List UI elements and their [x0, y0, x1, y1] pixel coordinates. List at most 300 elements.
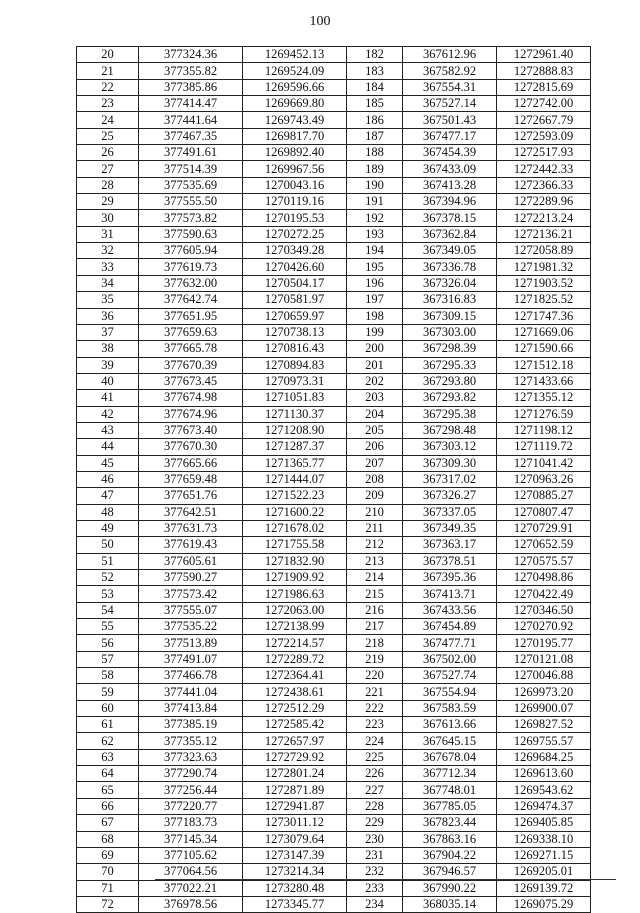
table-row [77, 439, 591, 455]
table-row [77, 292, 591, 308]
point-number-right-cell: 215 [347, 586, 403, 602]
point-number-right-cell: 221 [347, 684, 403, 700]
point-number-right-cell: 232 [347, 864, 403, 880]
point-number-right-cell: 183 [347, 63, 403, 79]
table-row [77, 455, 591, 471]
x-coordinate-right-cell: 367645.15 [403, 733, 497, 749]
x-coordinate-left-cell: 377022.21 [139, 880, 243, 896]
x-coordinate-left-cell: 377651.95 [139, 308, 243, 324]
y-coordinate-right-cell: 1270195.77 [497, 635, 591, 651]
y-coordinate-left-cell: 1271986.63 [243, 586, 347, 602]
y-coordinate-left-cell: 1271522.23 [243, 488, 347, 504]
x-coordinate-right-cell: 367298.48 [403, 422, 497, 438]
point-number-right-cell: 187 [347, 128, 403, 144]
x-coordinate-right-cell: 367298.39 [403, 341, 497, 357]
table-row [77, 815, 591, 831]
y-coordinate-left-cell: 1272512.29 [243, 700, 347, 716]
point-number-left-cell: 48 [77, 504, 139, 520]
table-row [77, 749, 591, 765]
y-coordinate-right-cell: 1271825.52 [497, 292, 591, 308]
coordinates-table-body [77, 47, 591, 913]
y-coordinate-left-cell: 1272585.42 [243, 717, 347, 733]
point-number-right-cell: 222 [347, 700, 403, 716]
y-coordinate-left-cell: 1273147.39 [243, 847, 347, 863]
y-coordinate-right-cell: 1271119.72 [497, 439, 591, 455]
page-number: 100 [309, 14, 331, 29]
point-number-right-cell: 205 [347, 422, 403, 438]
table-row [77, 422, 591, 438]
table-row [77, 275, 591, 291]
y-coordinate-left-cell: 1269967.56 [243, 161, 347, 177]
point-number-left-cell: 21 [77, 63, 139, 79]
table-row [77, 128, 591, 144]
x-coordinate-left-cell: 377555.50 [139, 194, 243, 210]
y-coordinate-right-cell: 1270575.57 [497, 553, 591, 569]
x-coordinate-right-cell: 367295.38 [403, 406, 497, 422]
x-coordinate-right-cell: 367946.57 [403, 864, 497, 880]
x-coordinate-left-cell: 377651.76 [139, 488, 243, 504]
y-coordinate-right-cell: 1269973.20 [497, 684, 591, 700]
point-number-right-cell: 199 [347, 324, 403, 340]
x-coordinate-right-cell: 367395.36 [403, 570, 497, 586]
point-number-right-cell: 191 [347, 194, 403, 210]
x-coordinate-right-cell: 367295.33 [403, 357, 497, 373]
y-coordinate-left-cell: 1270043.16 [243, 177, 347, 193]
x-coordinate-left-cell: 377105.62 [139, 847, 243, 863]
x-coordinate-left-cell: 377665.66 [139, 455, 243, 471]
x-coordinate-right-cell: 367349.35 [403, 520, 497, 536]
x-coordinate-left-cell: 377535.22 [139, 619, 243, 635]
point-number-left-cell: 34 [77, 275, 139, 291]
y-coordinate-right-cell: 1272058.89 [497, 243, 591, 259]
point-number-right-cell: 210 [347, 504, 403, 520]
x-coordinate-right-cell: 367309.15 [403, 308, 497, 324]
point-number-left-cell: 61 [77, 717, 139, 733]
point-number-left-cell: 45 [77, 455, 139, 471]
y-coordinate-right-cell: 1272213.24 [497, 210, 591, 226]
x-coordinate-right-cell: 367317.02 [403, 471, 497, 487]
x-coordinate-right-cell: 367326.27 [403, 488, 497, 504]
y-coordinate-left-cell: 1270973.31 [243, 373, 347, 389]
y-coordinate-left-cell: 1270816.43 [243, 341, 347, 357]
x-coordinate-right-cell: 367293.82 [403, 390, 497, 406]
x-coordinate-left-cell: 377605.61 [139, 553, 243, 569]
table-row [77, 668, 591, 684]
y-coordinate-left-cell: 1269596.66 [243, 79, 347, 95]
y-coordinate-right-cell: 1271747.36 [497, 308, 591, 324]
y-coordinate-left-cell: 1272063.00 [243, 602, 347, 618]
table-row [77, 63, 591, 79]
point-number-right-cell: 200 [347, 341, 403, 357]
point-number-right-cell: 213 [347, 553, 403, 569]
point-number-right-cell: 230 [347, 831, 403, 847]
x-coordinate-left-cell: 377659.48 [139, 471, 243, 487]
y-coordinate-left-cell: 1271678.02 [243, 520, 347, 536]
y-coordinate-right-cell: 1270422.49 [497, 586, 591, 602]
table-row [77, 504, 591, 520]
y-coordinate-right-cell: 1271512.18 [497, 357, 591, 373]
point-number-left-cell: 40 [77, 373, 139, 389]
y-coordinate-right-cell: 1269543.62 [497, 782, 591, 798]
table-row [77, 537, 591, 553]
point-number-left-cell: 27 [77, 161, 139, 177]
x-coordinate-left-cell: 377642.74 [139, 292, 243, 308]
y-coordinate-left-cell: 1270272.25 [243, 226, 347, 242]
table-row [77, 308, 591, 324]
point-number-right-cell: 182 [347, 47, 403, 63]
point-number-right-cell: 192 [347, 210, 403, 226]
point-number-left-cell: 71 [77, 880, 139, 896]
y-coordinate-right-cell: 1269075.29 [497, 896, 591, 912]
table-row [77, 96, 591, 112]
x-coordinate-left-cell: 377355.12 [139, 733, 243, 749]
y-coordinate-right-cell: 1272289.96 [497, 194, 591, 210]
point-number-right-cell: 195 [347, 259, 403, 275]
point-number-left-cell: 49 [77, 520, 139, 536]
x-coordinate-left-cell: 377573.82 [139, 210, 243, 226]
y-coordinate-right-cell: 1271981.32 [497, 259, 591, 275]
y-coordinate-left-cell: 1270659.97 [243, 308, 347, 324]
point-number-right-cell: 229 [347, 815, 403, 831]
y-coordinate-left-cell: 1269452.13 [243, 47, 347, 63]
point-number-left-cell: 58 [77, 668, 139, 684]
y-coordinate-left-cell: 1272364.41 [243, 668, 347, 684]
x-coordinate-left-cell: 377573.42 [139, 586, 243, 602]
point-number-left-cell: 32 [77, 243, 139, 259]
table-row [77, 864, 591, 880]
point-number-left-cell: 51 [77, 553, 139, 569]
point-number-right-cell: 204 [347, 406, 403, 422]
point-number-right-cell: 214 [347, 570, 403, 586]
x-coordinate-left-cell: 377514.39 [139, 161, 243, 177]
point-number-right-cell: 189 [347, 161, 403, 177]
point-number-right-cell: 194 [347, 243, 403, 259]
point-number-left-cell: 24 [77, 112, 139, 128]
y-coordinate-left-cell: 1269524.09 [243, 63, 347, 79]
x-coordinate-right-cell: 367477.17 [403, 128, 497, 144]
point-number-right-cell: 211 [347, 520, 403, 536]
point-number-right-cell: 196 [347, 275, 403, 291]
x-coordinate-right-cell: 367303.12 [403, 439, 497, 455]
y-coordinate-right-cell: 1269827.52 [497, 717, 591, 733]
x-coordinate-left-cell: 377491.07 [139, 651, 243, 667]
point-number-left-cell: 43 [77, 422, 139, 438]
y-coordinate-right-cell: 1270121.08 [497, 651, 591, 667]
y-coordinate-right-cell: 1270270.92 [497, 619, 591, 635]
point-number-left-cell: 53 [77, 586, 139, 602]
point-number-right-cell: 220 [347, 668, 403, 684]
table-row [77, 733, 591, 749]
x-coordinate-left-cell: 377674.98 [139, 390, 243, 406]
x-coordinate-left-cell: 377619.73 [139, 259, 243, 275]
x-coordinate-right-cell: 367316.83 [403, 292, 497, 308]
y-coordinate-left-cell: 1273345.77 [243, 896, 347, 912]
x-coordinate-left-cell: 377605.94 [139, 243, 243, 259]
y-coordinate-right-cell: 1270963.26 [497, 471, 591, 487]
point-number-left-cell: 23 [77, 96, 139, 112]
point-number-right-cell: 233 [347, 880, 403, 896]
y-coordinate-right-cell: 1271355.12 [497, 390, 591, 406]
x-coordinate-right-cell: 367349.05 [403, 243, 497, 259]
x-coordinate-left-cell: 377555.07 [139, 602, 243, 618]
y-coordinate-right-cell: 1270498.86 [497, 570, 591, 586]
x-coordinate-right-cell: 367613.66 [403, 717, 497, 733]
table-row [77, 324, 591, 340]
y-coordinate-right-cell: 1270652.59 [497, 537, 591, 553]
table-row [77, 177, 591, 193]
x-coordinate-right-cell: 367309.30 [403, 455, 497, 471]
point-number-left-cell: 20 [77, 47, 139, 63]
x-coordinate-left-cell: 377491.61 [139, 145, 243, 161]
y-coordinate-left-cell: 1272289.72 [243, 651, 347, 667]
point-number-left-cell: 30 [77, 210, 139, 226]
bottom-rule [155, 879, 616, 880]
x-coordinate-right-cell: 367394.96 [403, 194, 497, 210]
y-coordinate-left-cell: 1272871.89 [243, 782, 347, 798]
x-coordinate-right-cell: 367378.51 [403, 553, 497, 569]
y-coordinate-left-cell: 1272138.99 [243, 619, 347, 635]
table-row [77, 406, 591, 422]
point-number-left-cell: 55 [77, 619, 139, 635]
table-row [77, 373, 591, 389]
point-number-right-cell: 193 [347, 226, 403, 242]
y-coordinate-left-cell: 1269743.49 [243, 112, 347, 128]
point-number-right-cell: 203 [347, 390, 403, 406]
x-coordinate-left-cell: 377145.34 [139, 831, 243, 847]
point-number-right-cell: 202 [347, 373, 403, 389]
table-row [77, 259, 591, 275]
x-coordinate-right-cell: 367362.84 [403, 226, 497, 242]
y-coordinate-left-cell: 1272214.57 [243, 635, 347, 651]
y-coordinate-left-cell: 1272801.24 [243, 766, 347, 782]
table-row [77, 700, 591, 716]
table-row [77, 684, 591, 700]
y-coordinate-right-cell: 1272517.93 [497, 145, 591, 161]
point-number-right-cell: 223 [347, 717, 403, 733]
point-number-right-cell: 184 [347, 79, 403, 95]
point-number-right-cell: 198 [347, 308, 403, 324]
x-coordinate-left-cell: 376978.56 [139, 896, 243, 912]
y-coordinate-left-cell: 1270504.17 [243, 275, 347, 291]
point-number-left-cell: 67 [77, 815, 139, 831]
x-coordinate-right-cell: 367554.31 [403, 79, 497, 95]
point-number-right-cell: 208 [347, 471, 403, 487]
point-number-right-cell: 226 [347, 766, 403, 782]
table-row [77, 798, 591, 814]
x-coordinate-right-cell: 367527.14 [403, 96, 497, 112]
point-number-left-cell: 66 [77, 798, 139, 814]
y-coordinate-right-cell: 1271041.42 [497, 455, 591, 471]
point-number-right-cell: 217 [347, 619, 403, 635]
y-coordinate-right-cell: 1269755.57 [497, 733, 591, 749]
point-number-left-cell: 64 [77, 766, 139, 782]
y-coordinate-right-cell: 1272366.33 [497, 177, 591, 193]
point-number-left-cell: 38 [77, 341, 139, 357]
y-coordinate-left-cell: 1272941.87 [243, 798, 347, 814]
y-coordinate-left-cell: 1269892.40 [243, 145, 347, 161]
table-row [77, 619, 591, 635]
x-coordinate-right-cell: 367378.15 [403, 210, 497, 226]
x-coordinate-right-cell: 367785.05 [403, 798, 497, 814]
x-coordinate-left-cell: 377513.89 [139, 635, 243, 651]
x-coordinate-right-cell: 367527.74 [403, 668, 497, 684]
x-coordinate-right-cell: 367990.22 [403, 880, 497, 896]
point-number-right-cell: 212 [347, 537, 403, 553]
x-coordinate-right-cell: 367678.04 [403, 749, 497, 765]
x-coordinate-left-cell: 377414.47 [139, 96, 243, 112]
x-coordinate-right-cell: 367454.39 [403, 145, 497, 161]
x-coordinate-left-cell: 377590.63 [139, 226, 243, 242]
table-row [77, 79, 591, 95]
x-coordinate-right-cell: 367501.43 [403, 112, 497, 128]
y-coordinate-left-cell: 1273214.34 [243, 864, 347, 880]
table-row [77, 390, 591, 406]
point-number-left-cell: 36 [77, 308, 139, 324]
y-coordinate-left-cell: 1273079.64 [243, 831, 347, 847]
point-number-left-cell: 70 [77, 864, 139, 880]
point-number-right-cell: 225 [347, 749, 403, 765]
x-coordinate-right-cell: 367293.80 [403, 373, 497, 389]
point-number-right-cell: 227 [347, 782, 403, 798]
point-number-left-cell: 54 [77, 602, 139, 618]
table-row [77, 194, 591, 210]
point-number-right-cell: 186 [347, 112, 403, 128]
point-number-left-cell: 65 [77, 782, 139, 798]
y-coordinate-left-cell: 1271600.22 [243, 504, 347, 520]
x-coordinate-right-cell: 367433.56 [403, 602, 497, 618]
x-coordinate-right-cell: 367612.96 [403, 47, 497, 63]
y-coordinate-left-cell: 1270195.53 [243, 210, 347, 226]
x-coordinate-left-cell: 377441.64 [139, 112, 243, 128]
x-coordinate-left-cell: 377183.73 [139, 815, 243, 831]
y-coordinate-left-cell: 1273280.48 [243, 880, 347, 896]
point-number-right-cell: 234 [347, 896, 403, 912]
x-coordinate-left-cell: 377466.78 [139, 668, 243, 684]
point-number-left-cell: 72 [77, 896, 139, 912]
y-coordinate-right-cell: 1271198.12 [497, 422, 591, 438]
table-row [77, 782, 591, 798]
x-coordinate-right-cell: 367748.01 [403, 782, 497, 798]
table-row [77, 210, 591, 226]
y-coordinate-right-cell: 1269139.72 [497, 880, 591, 896]
y-coordinate-right-cell: 1272667.79 [497, 112, 591, 128]
x-coordinate-right-cell: 367863.16 [403, 831, 497, 847]
y-coordinate-left-cell: 1269669.80 [243, 96, 347, 112]
y-coordinate-left-cell: 1272657.97 [243, 733, 347, 749]
x-coordinate-left-cell: 377674.96 [139, 406, 243, 422]
table-row [77, 341, 591, 357]
y-coordinate-left-cell: 1271365.77 [243, 455, 347, 471]
point-number-left-cell: 29 [77, 194, 139, 210]
y-coordinate-left-cell: 1269817.70 [243, 128, 347, 144]
y-coordinate-left-cell: 1271130.37 [243, 406, 347, 422]
point-number-left-cell: 69 [77, 847, 139, 863]
x-coordinate-left-cell: 377385.19 [139, 717, 243, 733]
point-number-left-cell: 22 [77, 79, 139, 95]
x-coordinate-left-cell: 377673.40 [139, 422, 243, 438]
coordinates-table [76, 46, 591, 913]
point-number-right-cell: 219 [347, 651, 403, 667]
x-coordinate-left-cell: 377290.74 [139, 766, 243, 782]
table-row [77, 145, 591, 161]
y-coordinate-left-cell: 1271832.90 [243, 553, 347, 569]
y-coordinate-right-cell: 1269338.10 [497, 831, 591, 847]
y-coordinate-left-cell: 1272438.61 [243, 684, 347, 700]
y-coordinate-right-cell: 1272136.21 [497, 226, 591, 242]
y-coordinate-right-cell: 1269613.60 [497, 766, 591, 782]
y-coordinate-right-cell: 1271590.66 [497, 341, 591, 357]
x-coordinate-left-cell: 377064.56 [139, 864, 243, 880]
point-number-right-cell: 197 [347, 292, 403, 308]
x-coordinate-left-cell: 377673.45 [139, 373, 243, 389]
y-coordinate-right-cell: 1270807.47 [497, 504, 591, 520]
table-row [77, 243, 591, 259]
table-row [77, 880, 591, 896]
x-coordinate-right-cell: 367582.92 [403, 63, 497, 79]
point-number-right-cell: 231 [347, 847, 403, 863]
x-coordinate-left-cell: 377670.30 [139, 439, 243, 455]
x-coordinate-right-cell: 367337.05 [403, 504, 497, 520]
y-coordinate-left-cell: 1271051.83 [243, 390, 347, 406]
point-number-right-cell: 207 [347, 455, 403, 471]
table-row [77, 570, 591, 586]
x-coordinate-right-cell: 367336.78 [403, 259, 497, 275]
table-row [77, 602, 591, 618]
point-number-left-cell: 62 [77, 733, 139, 749]
point-number-left-cell: 44 [77, 439, 139, 455]
x-coordinate-right-cell: 367477.71 [403, 635, 497, 651]
x-coordinate-right-cell: 367823.44 [403, 815, 497, 831]
y-coordinate-left-cell: 1270738.13 [243, 324, 347, 340]
y-coordinate-left-cell: 1270894.83 [243, 357, 347, 373]
table-row [77, 586, 591, 602]
table-row [77, 831, 591, 847]
y-coordinate-left-cell: 1271208.90 [243, 422, 347, 438]
point-number-left-cell: 33 [77, 259, 139, 275]
table-row [77, 717, 591, 733]
table-row [77, 766, 591, 782]
y-coordinate-right-cell: 1271903.52 [497, 275, 591, 291]
table-row [77, 112, 591, 128]
y-coordinate-left-cell: 1270349.28 [243, 243, 347, 259]
x-coordinate-left-cell: 377413.84 [139, 700, 243, 716]
y-coordinate-left-cell: 1273011.12 [243, 815, 347, 831]
point-number-right-cell: 206 [347, 439, 403, 455]
point-number-right-cell: 218 [347, 635, 403, 651]
table-row [77, 651, 591, 667]
point-number-right-cell: 185 [347, 96, 403, 112]
x-coordinate-left-cell: 377324.36 [139, 47, 243, 63]
y-coordinate-left-cell: 1270581.97 [243, 292, 347, 308]
x-coordinate-left-cell: 377256.44 [139, 782, 243, 798]
y-coordinate-right-cell: 1271433.66 [497, 373, 591, 389]
point-number-left-cell: 28 [77, 177, 139, 193]
x-coordinate-right-cell: 367363.17 [403, 537, 497, 553]
x-coordinate-right-cell: 368035.14 [403, 896, 497, 912]
y-coordinate-right-cell: 1269205.01 [497, 864, 591, 880]
y-coordinate-right-cell: 1270885.27 [497, 488, 591, 504]
x-coordinate-left-cell: 377323.63 [139, 749, 243, 765]
point-number-left-cell: 59 [77, 684, 139, 700]
y-coordinate-right-cell: 1272815.69 [497, 79, 591, 95]
table-row [77, 488, 591, 504]
x-coordinate-right-cell: 367413.71 [403, 586, 497, 602]
y-coordinate-left-cell: 1271444.07 [243, 471, 347, 487]
point-number-right-cell: 216 [347, 602, 403, 618]
point-number-right-cell: 188 [347, 145, 403, 161]
x-coordinate-right-cell: 367326.04 [403, 275, 497, 291]
y-coordinate-right-cell: 1272961.40 [497, 47, 591, 63]
